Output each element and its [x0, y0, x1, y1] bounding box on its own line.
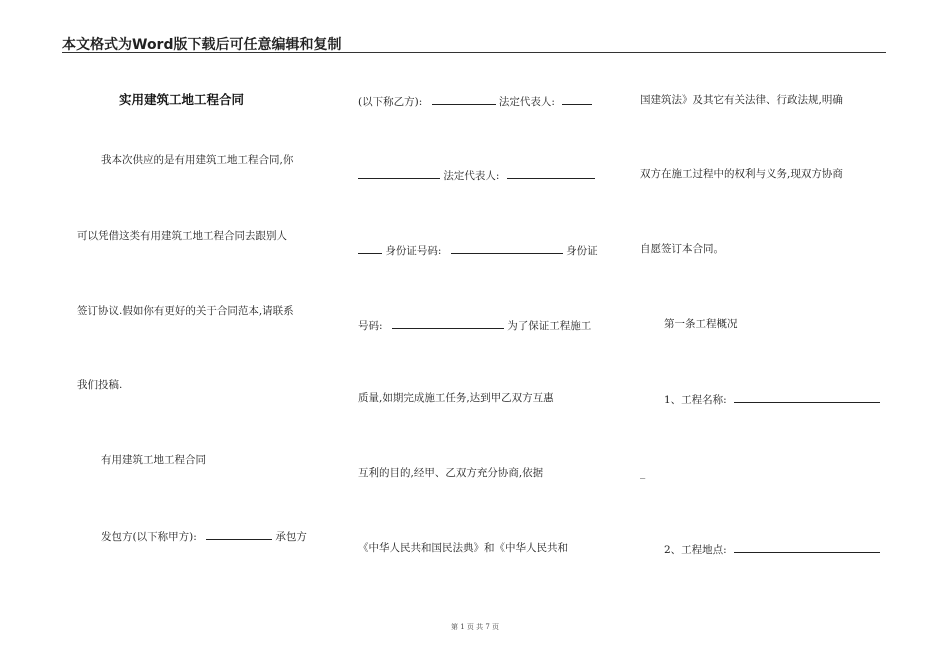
paragraph-text: 为了保证工程施工: [507, 320, 592, 332]
section-heading: 第一条工程概况: [664, 318, 738, 330]
id-label: 身份证: [566, 245, 598, 257]
page-header-title: 本文格式为Word版下载后可任意编辑和复制: [62, 37, 342, 53]
header-divider: [62, 52, 886, 53]
project-location-blank: [734, 541, 880, 553]
project-location-line: [664, 541, 880, 557]
contract-subtitle: 有用建筑工地工程合同: [101, 454, 206, 466]
document-title: 实用建筑工地工程合同: [119, 92, 245, 107]
party-a-blank: [206, 528, 272, 540]
id-number-label: 号码:: [358, 320, 383, 332]
page-number: 第 1 页 共 7 页: [450, 623, 500, 631]
id-number-blank: [392, 317, 504, 329]
party-b-label: 承包方: [275, 531, 307, 543]
project-location-label: 2、工程地点:: [664, 544, 727, 556]
legal-rep-label: 法定代表人:: [498, 96, 555, 108]
party-a-line: [101, 528, 307, 544]
legal-rep-blank: [562, 93, 592, 105]
id-number-line: [358, 242, 598, 258]
paragraph-line: 可以凭借这类有用建筑工地工程合同去跟别人: [77, 230, 287, 242]
legal-rep-label: 法定代表人:: [443, 170, 500, 182]
id-number-label: 身份证号码:: [385, 245, 442, 257]
party-b-label: (以下称乙方):: [358, 96, 423, 108]
paragraph-line: 互利的目的,经甲、乙双方充分协商,依据: [358, 467, 544, 479]
id-number-blank: [451, 242, 563, 254]
project-name-blank: [734, 391, 880, 403]
party-b-blank: [432, 93, 496, 105]
project-name-label: 1、工程名称:: [664, 394, 727, 406]
legal-rep-blank: [507, 167, 595, 179]
id-number-line: [358, 317, 591, 333]
continuation-blank: _: [640, 467, 646, 479]
project-name-line: [664, 391, 880, 407]
paragraph-line: 签订协议.假如你有更好的关于合同范本,请联系: [77, 305, 294, 317]
party-a-label: 发包方(以下称甲方):: [101, 531, 197, 543]
paragraph-line: 国建筑法》及其它有关法律、行政法规,明确: [640, 94, 843, 106]
paragraph-line: 双方在施工过程中的权利与义务,现双方协商: [640, 168, 843, 180]
legal-rep-line: [358, 167, 595, 183]
paragraph-line: 质量,如期完成施工任务,达到甲乙双方互惠: [358, 392, 554, 404]
party-b-line: [358, 93, 592, 109]
blank-field: [358, 167, 440, 179]
blank-field: [358, 242, 382, 254]
paragraph-line: 《中华人民共和国民法典》和《中华人民共和: [358, 542, 568, 554]
paragraph-line: 我本次供应的是有用建筑工地工程合同,你: [101, 154, 294, 166]
paragraph-line: 自愿签订本合同。: [640, 243, 724, 255]
paragraph-line: 我们投稿.: [77, 379, 123, 391]
